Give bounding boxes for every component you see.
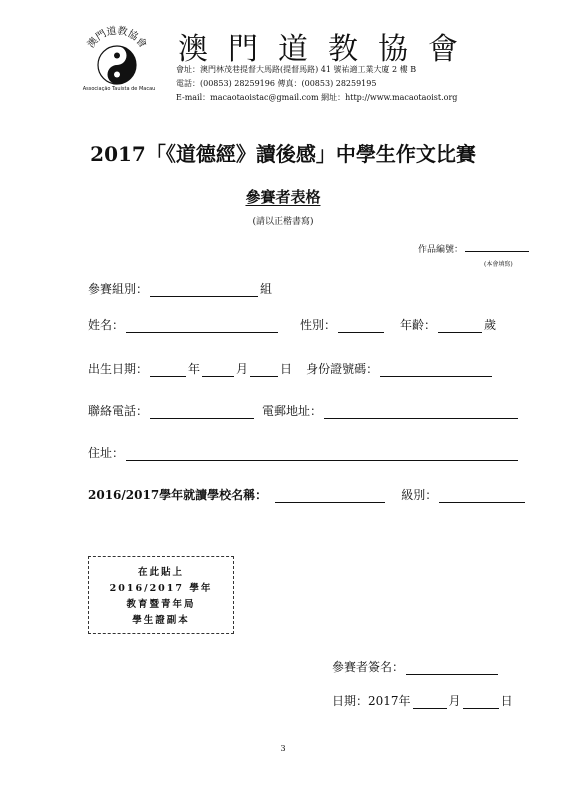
address-line: 會址：澳門林茂巷提督大馬路(提督馬路) 41 號祐適工業大廈 2 樓 B: [176, 65, 417, 74]
phone-line: 電話：(00853) 28259196 傳真：(00853) 28259195: [176, 79, 377, 88]
work-number-label: 作品編號：: [418, 245, 464, 255]
email-line: E-mail：macaotaoistac@gmail.com 網址：http://www.macaotaoist.org: [176, 93, 458, 102]
age-input[interactable]: [438, 318, 482, 333]
id-label: 身份證號碼：: [306, 362, 379, 376]
logo-arc-text: 澳門道教協會: [85, 25, 149, 51]
age-label: 年齡：: [400, 318, 437, 332]
address-row: [88, 444, 520, 461]
writing-instruction: (請以正楷書寫): [252, 217, 314, 227]
date-day-label: 日: [500, 694, 513, 708]
signature-label: 參賽者簽名：: [332, 660, 405, 674]
group-suffix: 組: [260, 282, 273, 296]
date-row: [332, 692, 513, 709]
dob-month-label: 月: [236, 362, 249, 376]
dob-day-input[interactable]: [250, 362, 278, 377]
signature-input[interactable]: [406, 660, 498, 675]
phone-label: 聯絡電話：: [88, 404, 149, 418]
id-input[interactable]: [380, 362, 492, 377]
contact-info: [176, 63, 457, 105]
date-month-label: 月: [448, 694, 461, 708]
gender-label: 性別：: [300, 318, 337, 332]
page-title: 2017「《道德經》讀後感」中學生作文比賽: [90, 142, 476, 166]
name-label: 姓名：: [88, 318, 125, 332]
email-label: 電郵地址：: [262, 404, 323, 418]
name-row: [88, 316, 496, 333]
box-line-4: 學生證副本: [132, 615, 190, 626]
grade-label: 級別：: [401, 488, 438, 502]
date-day-input[interactable]: [463, 694, 499, 709]
page-number: 3: [280, 744, 286, 753]
box-line-3: 教育暨青年局: [126, 599, 196, 610]
date-label: 日期：2017年: [332, 694, 411, 708]
yin-yang-icon: [98, 46, 136, 84]
dob-row: [88, 360, 494, 377]
date-month-input[interactable]: [413, 694, 447, 709]
phone-input[interactable]: [150, 404, 254, 419]
dob-label: 出生日期：: [88, 362, 149, 376]
school-input[interactable]: [275, 488, 385, 503]
organization-name: 澳門道教協會: [178, 32, 478, 67]
address-label: 住址：: [88, 446, 125, 460]
group-label: 參賽組別：: [88, 282, 149, 296]
name-input[interactable]: [126, 318, 278, 333]
logo-caption: Associação Tauista de Macau: [82, 86, 156, 92]
work-number-blank[interactable]: [465, 241, 529, 252]
box-line-1: 在此貼上: [137, 567, 184, 578]
group-input[interactable]: [150, 282, 258, 297]
contact-row: [88, 402, 520, 419]
school-label: 2016/2017學年就讀學校名稱：: [88, 488, 268, 502]
school-row: [88, 486, 527, 503]
email-input[interactable]: [324, 404, 518, 419]
dob-day-label: 日: [280, 362, 293, 376]
gender-input[interactable]: [338, 318, 384, 333]
form-subtitle: 參賽者表格: [245, 188, 321, 206]
grade-input[interactable]: [439, 488, 525, 503]
box-line-2: 2016/2017 學年: [109, 583, 213, 594]
group-row: [88, 280, 272, 297]
dob-year-input[interactable]: [150, 362, 186, 377]
work-number-note: (本會填寫): [484, 261, 513, 268]
dob-year-label: 年: [188, 362, 201, 376]
dob-month-input[interactable]: [202, 362, 234, 377]
age-suffix: 歲: [484, 318, 497, 332]
address-input[interactable]: [126, 446, 518, 461]
work-number-field: [418, 241, 531, 255]
signature-row: [332, 658, 500, 675]
